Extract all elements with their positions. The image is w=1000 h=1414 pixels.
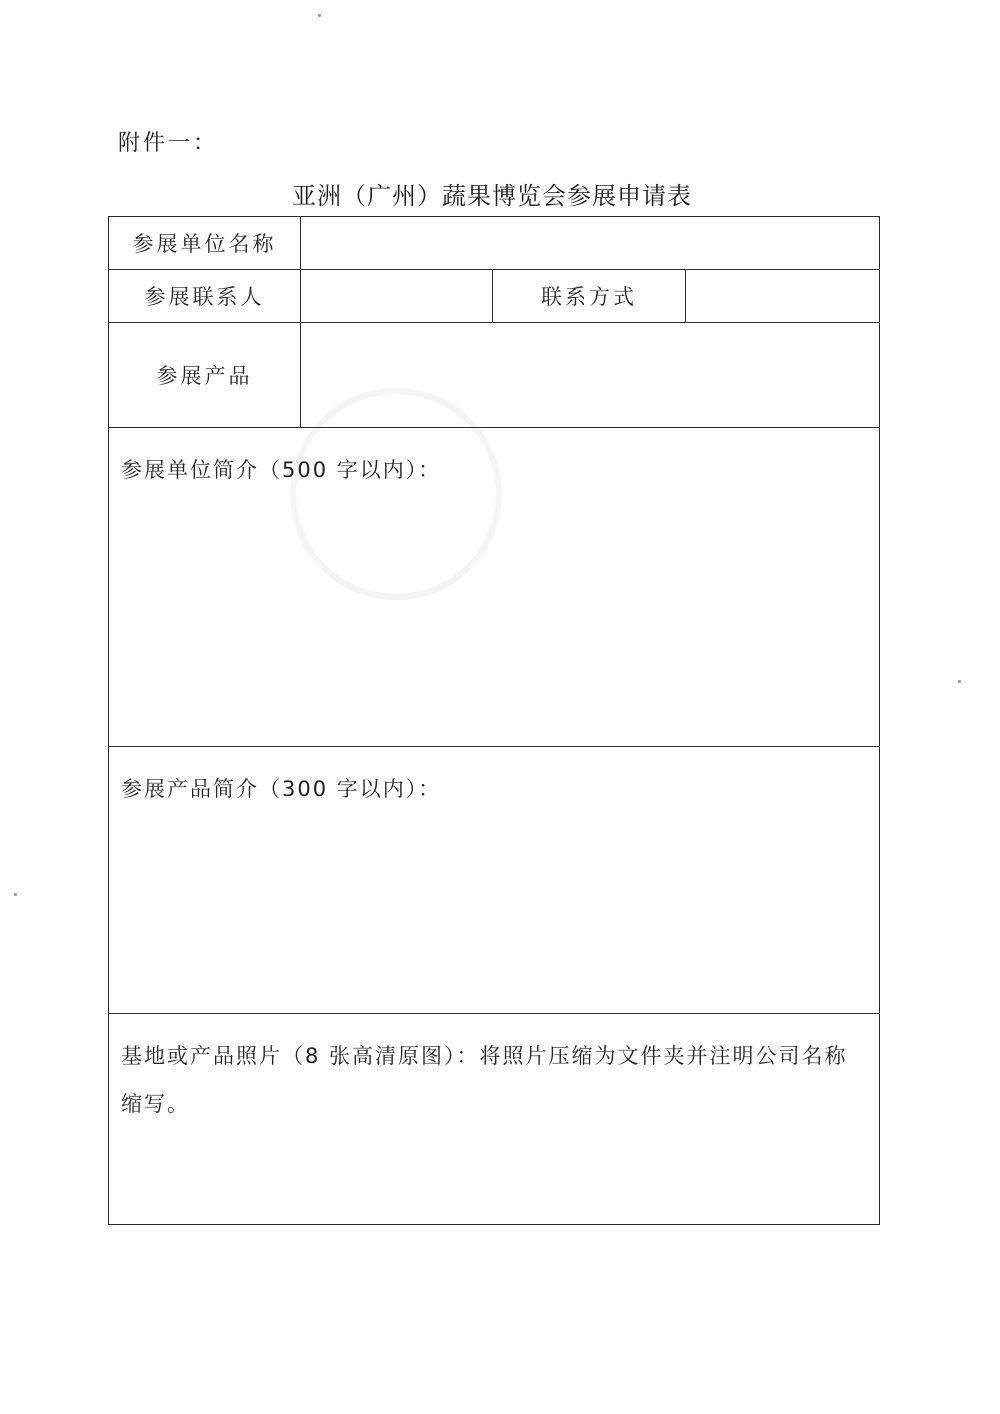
photos-row: [109, 1014, 880, 1225]
contact-person-label: 参展联系人: [109, 270, 301, 323]
exhibitor-name-field[interactable]: [301, 217, 880, 270]
exhibitor-name-row: [109, 217, 880, 270]
contact-method-label: 联系方式: [493, 270, 686, 323]
company-intro-label: 参展单位简介（500 字以内）：: [121, 458, 442, 482]
exhibitor-name-label: 参展单位名称: [109, 217, 301, 270]
contact-person-field[interactable]: [301, 270, 493, 323]
product-intro-row: [109, 747, 880, 1014]
product-intro-field[interactable]: [109, 747, 880, 1014]
company-intro-field[interactable]: [109, 428, 880, 747]
products-label: 参展产品: [109, 323, 301, 428]
photos-label: 基地或产品照片（8 张高清原图）：将照片压缩为文件夹并注明公司名称缩写。: [121, 1044, 848, 1116]
scan-speck: [318, 14, 321, 17]
products-field[interactable]: [301, 323, 880, 428]
product-intro-label: 参展产品简介（300 字以内）：: [121, 777, 442, 801]
photos-field[interactable]: [109, 1014, 880, 1225]
application-form-table: [108, 216, 880, 1225]
contact-method-field[interactable]: [686, 270, 880, 323]
attachment-label: 附件一：: [118, 131, 219, 156]
scan-speck: [14, 893, 17, 896]
form-title: 亚洲（广州）蔬果博览会参展申请表: [292, 182, 692, 210]
scan-speck: [958, 680, 961, 683]
contact-row: [109, 270, 880, 323]
products-row: [109, 323, 880, 428]
company-intro-row: [109, 428, 880, 747]
